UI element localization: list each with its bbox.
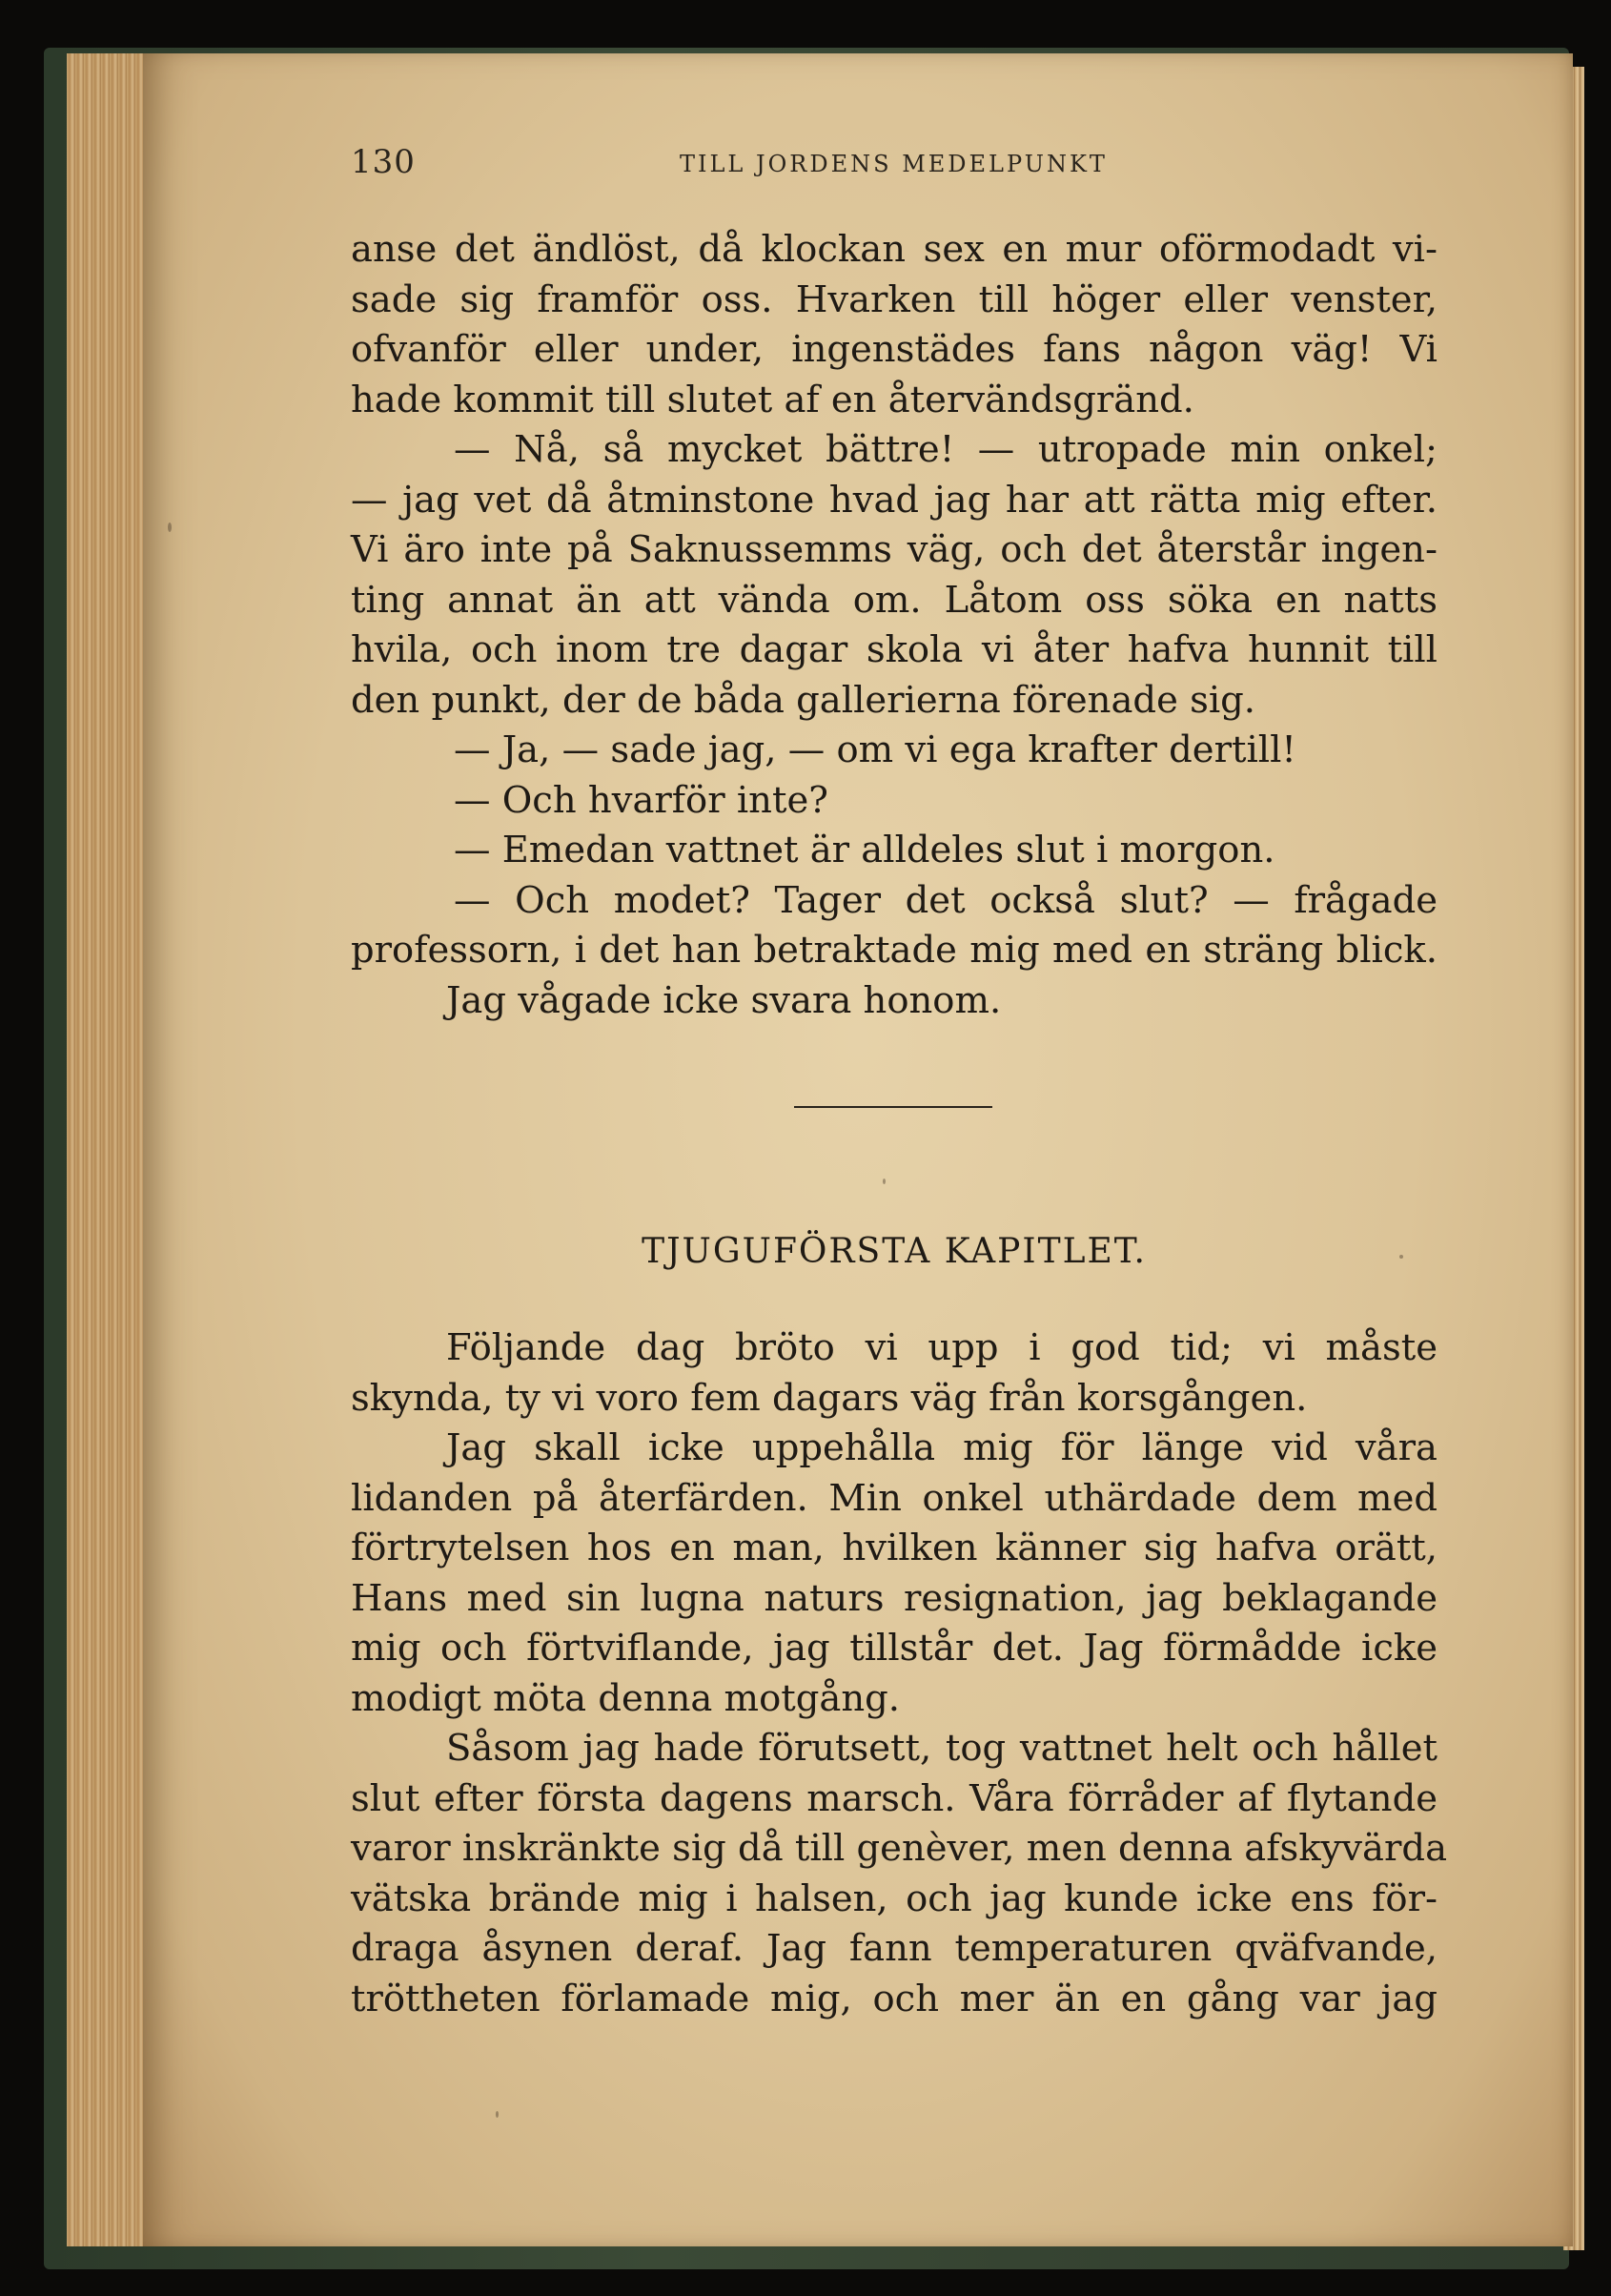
- chapter-title: TJUGUFÖRSTA KAPITLET.: [642, 1232, 1147, 1271]
- text-line: sade sig framför oss. Hvarken till höger eller venster,: [351, 277, 1438, 321]
- text-line: anse det ändlöst, då klockan sex en mur oförmodadt vi-: [351, 228, 1438, 271]
- page-header: [351, 143, 1438, 191]
- text-line: hvila, och inom tre dagar skola vi åter hafva hunnit till: [351, 628, 1438, 671]
- paper-speck: [883, 1179, 886, 1184]
- text-line: ting annat än att vända om. Låtom oss söka en natts: [351, 578, 1438, 622]
- text-line: — Ja, — sade jag, — om vi ega krafter dertill!: [454, 728, 1296, 771]
- paper-speck: [496, 2111, 499, 2118]
- text-line: — Och hvarför inte?: [454, 778, 828, 822]
- text-block-2: [351, 1323, 1448, 2024]
- text-line: professorn, i det han betraktade mig med en sträng blick.: [351, 929, 1438, 972]
- text-line: — Och modet? Tager det också slut? — frågade: [454, 878, 1438, 922]
- text-line: — jag vet då åtminstone hvad jag har att rätta mig efter.: [351, 478, 1438, 522]
- text-line: Jag vågade icke svara honom.: [446, 978, 1002, 1022]
- text-block-1: [351, 225, 1438, 1026]
- text-line: lidanden på återfärden. Min onkel uthärdade dem med: [351, 1476, 1438, 1520]
- paper-speck: [1399, 1255, 1403, 1259]
- section-divider: [794, 1106, 992, 1108]
- page-number: 130: [351, 143, 416, 181]
- text-line: — Emedan vattnet är alldeles slut i morgon.: [454, 829, 1275, 871]
- text-line: slut efter första dagens marsch. Våra förråder af flytande: [351, 1776, 1438, 1820]
- text-line: Vi äro inte på Saknussemms väg, och det återstår ingen-: [351, 528, 1438, 571]
- text-line: — Nå, så mycket bättre! — utropade min onkel;: [454, 428, 1438, 471]
- text-line: mig och förtviflande, jag tillstår det. Jag förmådde icke: [351, 1627, 1438, 1670]
- text-line: Såsom jag hade förutsett, tog vattnet helt och hållet: [446, 1727, 1438, 1770]
- text-line: hade kommit till slutet af en återvändsgränd.: [351, 378, 1194, 421]
- text-line: ofvanför eller under, ingenstädes fans någon väg! Vi: [351, 328, 1438, 371]
- text-line: draga åsynen deraf. Jag fann temperaturen qväfvande,: [351, 1927, 1438, 1970]
- text-line: Följande dag bröto vi upp i god tid; vi måste: [446, 1326, 1438, 1369]
- text-line: vätska brände mig i halsen, och jag kunde icke ens för-: [351, 1876, 1438, 1920]
- text-line: tröttheten förlamade mig, och mer än en gång var jag: [351, 1977, 1438, 2020]
- running-head: TILL JORDENS MEDELPUNKT: [680, 151, 1108, 177]
- text-line: Jag skall icke uppehålla mig för länge vid våra: [446, 1426, 1438, 1469]
- text-line: skynda, ty vi voro fem dagars väg från korsgången.: [351, 1376, 1308, 1420]
- text-line: den punkt, der de båda gallerierna förenade sig.: [351, 678, 1256, 722]
- text-line: förtrytelsen hos en man, hvilken känner sig hafva orätt,: [351, 1527, 1438, 1569]
- text-line: Hans med sin lugna naturs resignation, jag beklagande: [351, 1576, 1438, 1620]
- text-line: varor inskränkte sig då till genèver, men denna afskyvärda: [351, 1827, 1448, 1870]
- text-line: modigt möta denna motgång.: [351, 1676, 900, 1720]
- paper-speck: [168, 523, 172, 532]
